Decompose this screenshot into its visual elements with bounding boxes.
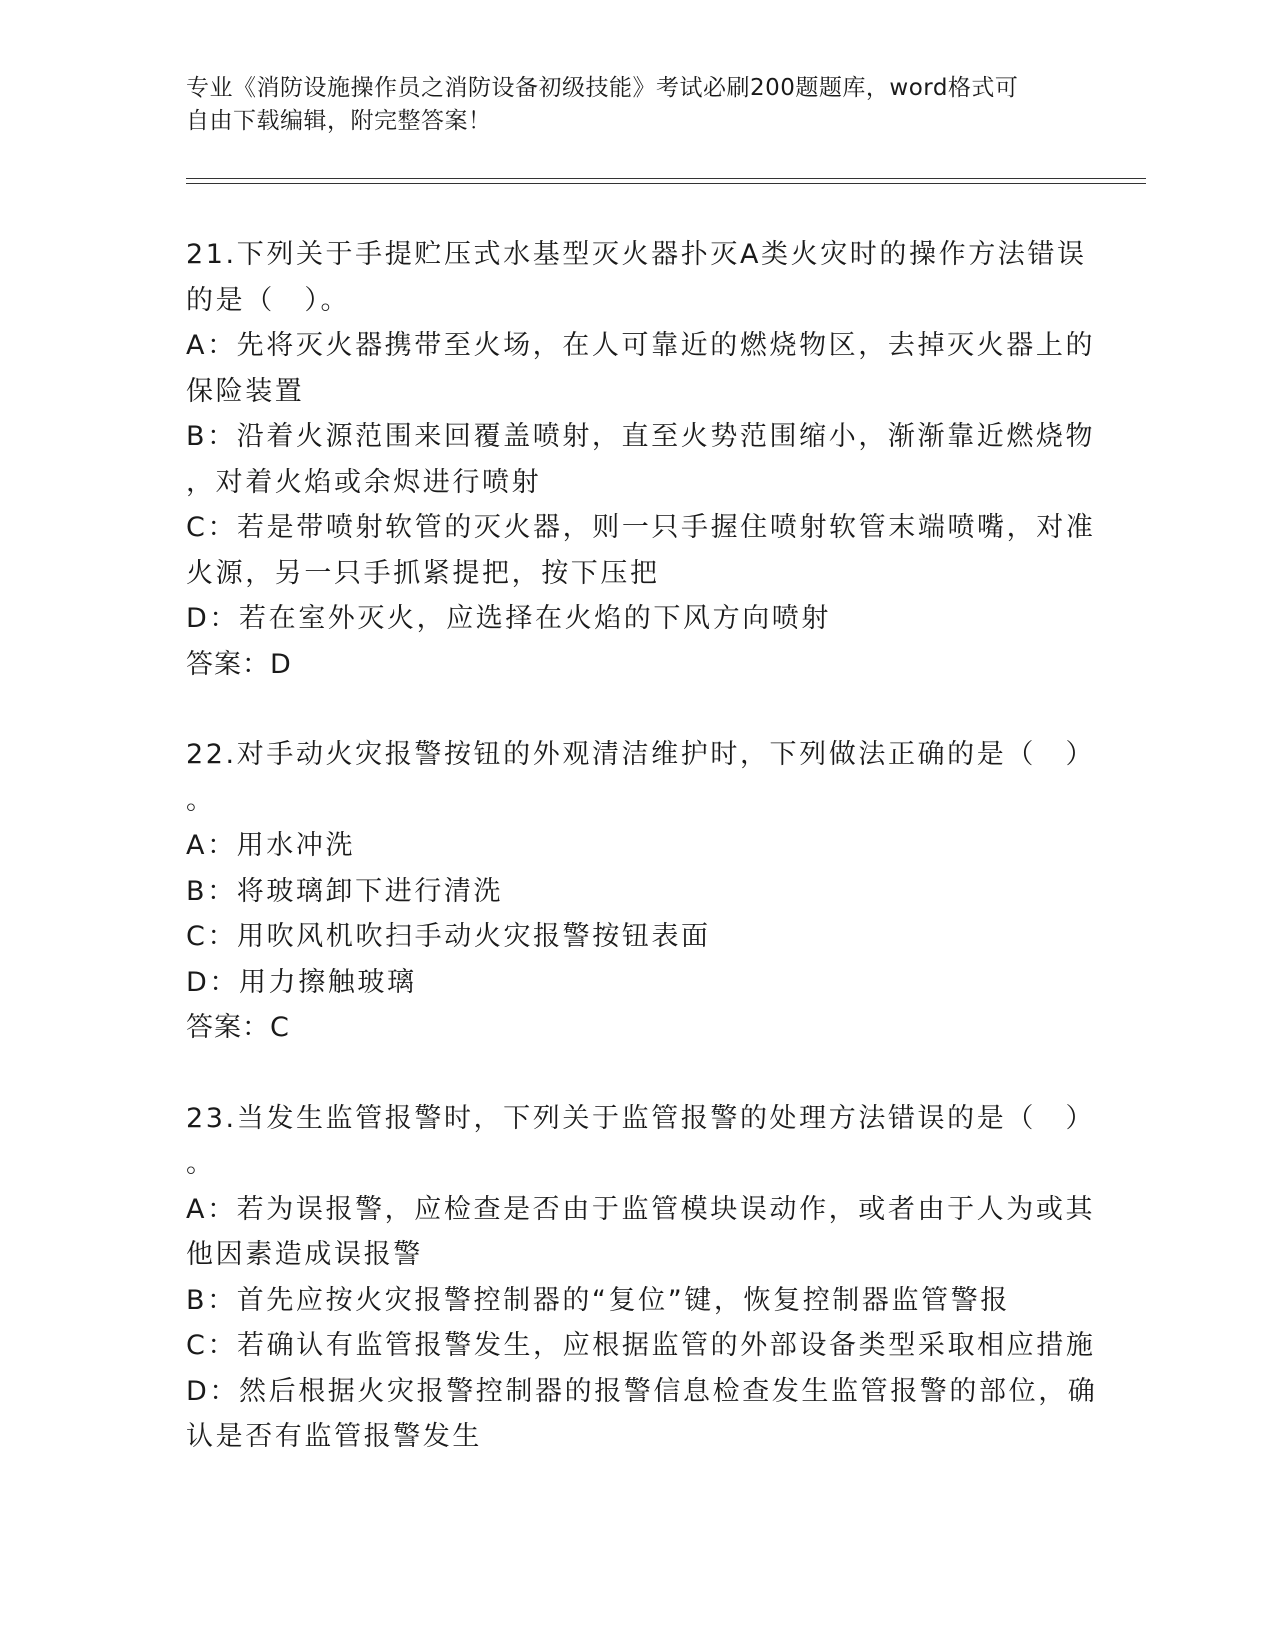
option-b: B：沿着火源范围来回覆盖喷射，直至火势范围缩小，渐渐靠近燃烧物 xyxy=(186,421,1096,452)
question-spacer xyxy=(186,687,1086,732)
option-d: D：然后根据火灾报警控制器的报警信息检查发生监管报警的部位，确 xyxy=(186,1375,1098,1407)
option-a-continued: 他因素造成误报警 xyxy=(186,1239,423,1270)
document-header xyxy=(186,72,1066,138)
answer-label: 答案：D xyxy=(186,648,292,680)
question-stem-line: 23.当发生监管报警时，下列关于监管报警的处理方法错误的是（ ） xyxy=(186,1102,1096,1134)
question-stem-line: 22.对手动火灾报警按钮的外观清洁维护时，下列做法正确的是（ ） xyxy=(186,739,1096,770)
option-c-continued: 火源，另一只手抓紧提把，按下压把 xyxy=(186,557,660,589)
question-stem-line: 。 xyxy=(186,1148,216,1179)
question-stem-line: 的是（ ）。 xyxy=(186,284,351,316)
option-a: A：若为误报警，应检查是否由于监管模块误动作，或者由于人为或其 xyxy=(186,1193,1096,1225)
option-b: B：首先应按火灾报警控制器的“复位”键，恢复控制器监管警报 xyxy=(186,1284,1010,1316)
header-divider-top xyxy=(186,178,1146,179)
question-list xyxy=(186,232,1098,1460)
question-spacer xyxy=(186,1051,1086,1096)
answer-label: 答案：C xyxy=(186,1012,290,1043)
question-stem-line: 21.下列关于手提贮压式水基型灭火器扑灭A类火灾时的操作方法错误 xyxy=(186,239,1087,270)
option-c: C：用吹风机吹扫手动火灾报警按钮表面 xyxy=(186,921,711,952)
option-d: D：若在室外灭火，应选择在火焰的下风方向喷射 xyxy=(186,603,831,634)
question-stem-line: 。 xyxy=(186,784,216,816)
option-a: A：先将灭火器携带至火场，在人可靠近的燃烧物区，去掉灭火器上的 xyxy=(186,330,1096,361)
question-23 xyxy=(186,1096,1098,1460)
option-c: C：若是带喷射软管的灭火器，则一只手握住喷射软管末端喷嘴，对准 xyxy=(186,512,1096,543)
option-a-continued: 保险装置 xyxy=(186,375,305,407)
option-c: C：若确认有监管报警发生，应根据监管的外部设备类型采取相应措施 xyxy=(186,1330,1096,1361)
option-b-continued: ，对着火焰或余烬进行喷射 xyxy=(186,466,542,498)
header-line-1: 专业《消防设施操作员之消防设备初级技能》考试必刷200题题库，word格式可 xyxy=(186,75,1019,101)
header-divider-bottom xyxy=(186,183,1146,184)
option-d-continued: 认是否有监管报警发生 xyxy=(186,1421,482,1452)
option-b: B：将玻璃卸下进行清洗 xyxy=(186,875,504,907)
question-22 xyxy=(186,732,1096,1051)
header-line-2: 自由下载编辑，附完整答案！ xyxy=(186,108,492,134)
option-a: A：用水冲洗 xyxy=(186,830,356,861)
question-21 xyxy=(186,232,1096,687)
option-d: D：用力擦触玻璃 xyxy=(186,966,417,998)
